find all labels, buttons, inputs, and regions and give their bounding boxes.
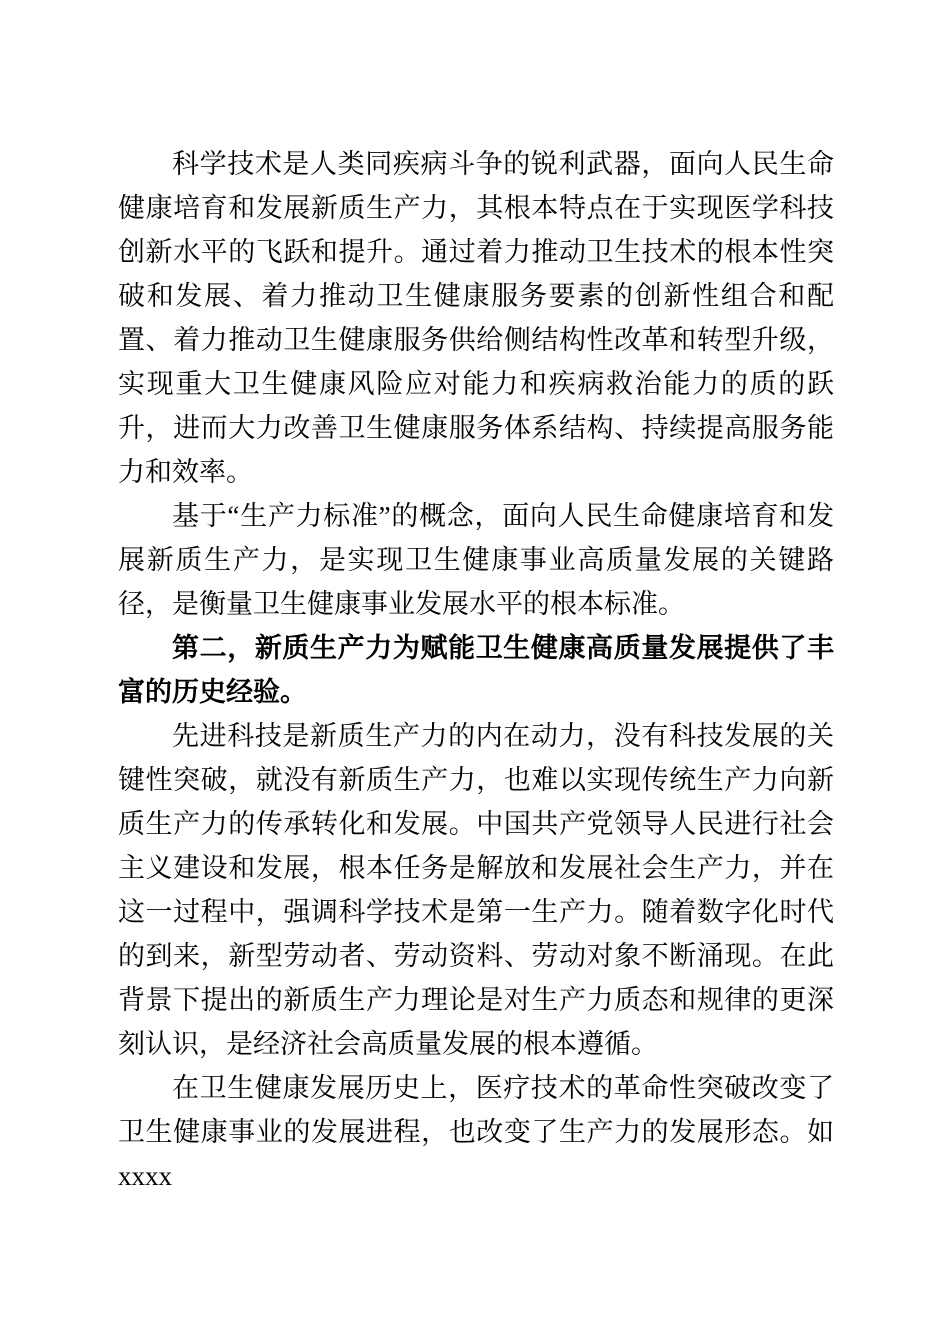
paragraph-science-weapon: 科学技术是人类同疾病斗争的锐利武器，面向人民生命健康培育和发展新质生产力，其根本特点在于实现医学科技创新水平的飞跃和提升。通过着力推动卫生技术的根本性突破和发展、着力推动卫生健康服务要素的创新性组合和配置、着力推动卫生健康服务供给侧结构性改革和转型升级，实现重大卫生健康风险应对能力和疾病救治能力的质的跃升，进而大力改善卫生健康服务体系结构、持续提高服务能力和效率。 [118, 149, 834, 487]
paragraph-advanced-technology: 先进科技是新质生产力的内在动力，没有科技发展的关键性突破，就没有新质生产力，也难以实现传统生产力向新质生产力的传承转化和发展。中国共产党领导人民进行社会主义建设和发展，根本任务是解放和发展社会生产力，并在这一过程中，强调科学技术是第一生产力。随着数字化时代的到来，新型劳动者、劳动资料、劳动对象不断涌现。在此背景下提出的新质生产力理论是对生产力质态和规律的更深刻认识，是经济社会高质量发展的根本遵循。 [118, 721, 834, 1059]
paragraph-productivity-standard: 基于“生产力标准”的概念，面向人民生命健康培育和发展新质生产力，是实现卫生健康事业高质量发展的关键路径，是衡量卫生健康事业发展水平的根本标准。 [118, 501, 834, 619]
document-body [118, 142, 834, 1198]
paragraph-health-history: 在卫生健康发展历史上，医疗技术的革命性突破改变了卫生健康事业的发展进程，也改变了生产力的发展形态。如 xxxx [118, 1073, 834, 1191]
section-heading-second-point: 第二，新质生产力为赋能卫生健康高质量发展提供了丰富的历史经验。 [118, 633, 834, 707]
